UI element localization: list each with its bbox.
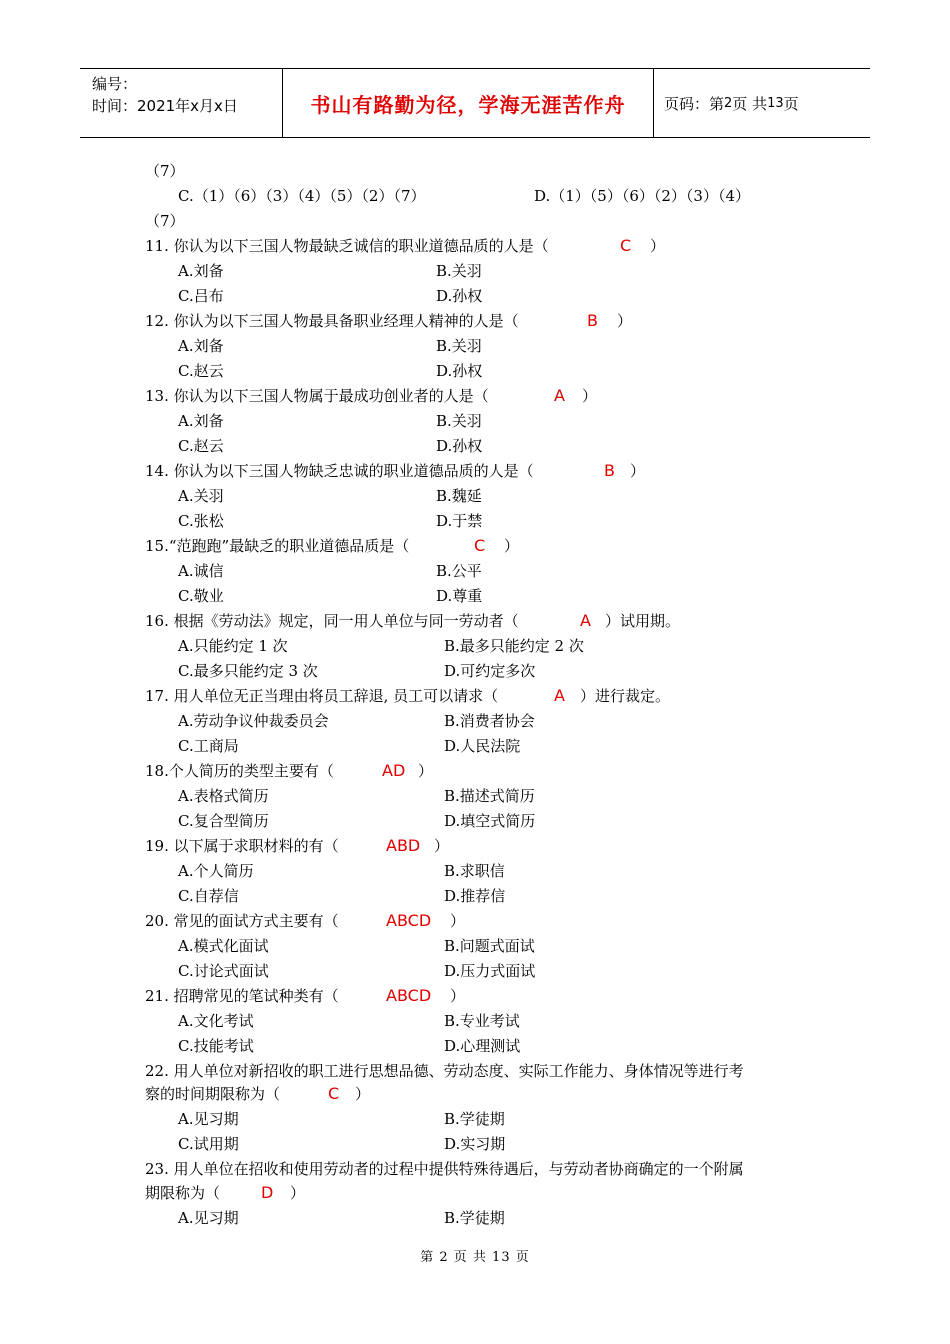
doc-line: D.推荐信	[444, 887, 506, 905]
doc-line: D.心理测试	[444, 1037, 521, 1055]
doc-line: D.可约定多次	[444, 662, 536, 680]
closing-paren: ）试用期。	[605, 612, 681, 630]
closing-paren: ）	[650, 237, 666, 255]
doc-line: 11. 你认为以下三国人物最缺乏诚信的职业道德品质的人是（	[145, 237, 549, 255]
closing-paren: ）	[290, 1184, 306, 1202]
page-header	[80, 68, 870, 138]
closing-paren: ）	[630, 462, 646, 480]
doc-line: D.于禁	[436, 512, 483, 530]
doc-line: B.求职信	[444, 862, 505, 880]
doc-line: C.最多只能约定 3 次	[178, 662, 318, 680]
doc-line: 23. 用人单位在招收和使用劳动者的过程中提供特殊待遇后，与劳动者协商确定的一个附属	[145, 1160, 744, 1178]
doc-line: D.孙权	[436, 362, 483, 380]
doc-line: 16. 根据《劳动法》规定，同一用人单位与同一劳动者（	[145, 612, 519, 630]
doc-line: D.压力式面试	[444, 962, 536, 980]
doc-line: 17. 用人单位无正当理由将员工辞退, 员工可以请求（	[145, 687, 499, 705]
doc-line: （7）	[145, 162, 185, 180]
doc-line: C.张松	[178, 512, 224, 530]
doc-line: （7）	[145, 212, 185, 230]
doc-line: A.劳动争议仲裁委员会	[178, 712, 329, 730]
doc-line: A.关羽	[178, 487, 224, 505]
doc-line: B.关羽	[436, 337, 482, 355]
answer-mark: AD	[382, 761, 406, 780]
doc-line: D.填空式简历	[444, 812, 536, 830]
doc-line: C.工商局	[178, 737, 239, 755]
answer-mark: ABCD	[386, 986, 432, 1005]
doc-line: C.（1）（6）（3）（4）（5）（2）（7）	[178, 187, 426, 205]
doc-line: 期限称为（	[145, 1184, 221, 1202]
doc-line: A.模式化面试	[178, 937, 269, 955]
answer-mark: B	[587, 311, 598, 330]
doc-line: A.见习期	[178, 1110, 239, 1128]
doc-line: C.试用期	[178, 1135, 239, 1153]
closing-paren: ）	[582, 387, 598, 405]
doc-line: 14. 你认为以下三国人物缺乏忠诚的职业道德品质的人是（	[145, 462, 534, 480]
page-total: 13	[767, 95, 784, 111]
doc-line: D.实习期	[444, 1135, 506, 1153]
doc-line: A.刘备	[178, 337, 224, 355]
doc-line: B.魏延	[436, 487, 482, 505]
closing-paren: ）	[450, 912, 466, 930]
doc-line: C.吕布	[178, 287, 224, 305]
header-meta	[80, 69, 282, 137]
answer-mark: A	[580, 611, 591, 630]
doc-line: 22. 用人单位对新招收的职工进行思想品德、劳动态度、实际工作能力、身体情况等进行考	[145, 1062, 744, 1080]
doc-line: C.讨论式面试	[178, 962, 269, 980]
closing-paren: ）进行裁定。	[580, 687, 671, 705]
doc-line: B.问题式面试	[444, 937, 535, 955]
doc-line: C.赵云	[178, 362, 224, 380]
closing-paren: ）	[450, 987, 466, 1005]
page-footer: 第 2 页 共 13 页	[420, 1250, 530, 1265]
doc-line: A.刘备	[178, 412, 224, 430]
doc-line: B.描述式简历	[444, 787, 535, 805]
doc-line: D.（1）（5）（6）（2）（3）（4）	[534, 187, 751, 205]
closing-paren: ）	[434, 837, 450, 855]
doc-line: B.关羽	[436, 412, 482, 430]
doc-line: A.刘备	[178, 262, 224, 280]
answer-mark: D	[261, 1183, 274, 1202]
doc-line: B.最多只能约定 2 次	[444, 637, 584, 655]
doc-line: D.孙权	[436, 437, 483, 455]
doc-line: B.公平	[436, 562, 482, 580]
doc-line: B.专业考试	[444, 1012, 520, 1030]
doc-line: C.技能考试	[178, 1037, 254, 1055]
doc-line: 13. 你认为以下三国人物属于最成功创业者的人是（	[145, 387, 489, 405]
doc-line: B.学徒期	[444, 1110, 505, 1128]
doc-line: D.孙权	[436, 287, 483, 305]
doc-line: C.自荐信	[178, 887, 239, 905]
closing-paren: ）	[617, 312, 633, 330]
doc-line: C.敬业	[178, 587, 224, 605]
page-suffix: 页	[783, 94, 799, 113]
doc-number-label: 编号：	[92, 75, 138, 93]
doc-line: D.尊重	[436, 587, 483, 605]
answer-mark: C	[474, 536, 486, 555]
answer-mark: B	[604, 461, 615, 480]
doc-line: B.消费者协会	[444, 712, 535, 730]
doc-line: 12. 你认为以下三国人物最具备职业经理人精神的人是（	[145, 312, 519, 330]
doc-line: C.复合型简历	[178, 812, 269, 830]
doc-line: B.关羽	[436, 262, 482, 280]
answer-mark: A	[554, 686, 565, 705]
answer-mark: C	[620, 236, 632, 255]
answer-mark: ABCD	[386, 911, 432, 930]
closing-paren: ）	[504, 537, 520, 555]
doc-line: A.只能约定 1 次	[178, 637, 288, 655]
doc-line: 19. 以下属于求职材料的有（	[145, 837, 339, 855]
doc-line: A.表格式简历	[178, 787, 269, 805]
header-motto: 书山有路勤为径，学海无涯苦作舟	[282, 69, 654, 137]
doc-line: 15.“范跑跑”最缺乏的职业道德品质是（	[145, 537, 410, 555]
doc-line: B.学徒期	[444, 1209, 505, 1227]
doc-line: A.诚信	[178, 562, 224, 580]
page-number: 2	[724, 95, 733, 111]
closing-paren: ）	[418, 762, 434, 780]
header-page-info	[654, 69, 870, 137]
answer-mark: C	[328, 1084, 340, 1103]
doc-line: 察的时间期限称为（	[145, 1085, 281, 1103]
closing-paren: ）	[355, 1085, 371, 1103]
doc-line: A.文化考试	[178, 1012, 254, 1030]
doc-line: 21. 招聘常见的笔试种类有（	[145, 987, 339, 1005]
doc-line: 18.个人简历的类型主要有（	[145, 762, 334, 780]
page-mid: 页 共	[732, 94, 768, 113]
doc-line: C.赵云	[178, 437, 224, 455]
answer-mark: A	[554, 386, 565, 405]
doc-line: A.个人简历	[178, 862, 254, 880]
doc-time-label: 时间：2021年x月x日	[92, 97, 238, 115]
doc-line: 20. 常见的面试方式主要有（	[145, 912, 339, 930]
doc-line: D.人民法院	[444, 737, 521, 755]
answer-mark: ABD	[386, 836, 421, 855]
page-prefix: 页码：第	[664, 94, 725, 113]
doc-line: A.见习期	[178, 1209, 239, 1227]
